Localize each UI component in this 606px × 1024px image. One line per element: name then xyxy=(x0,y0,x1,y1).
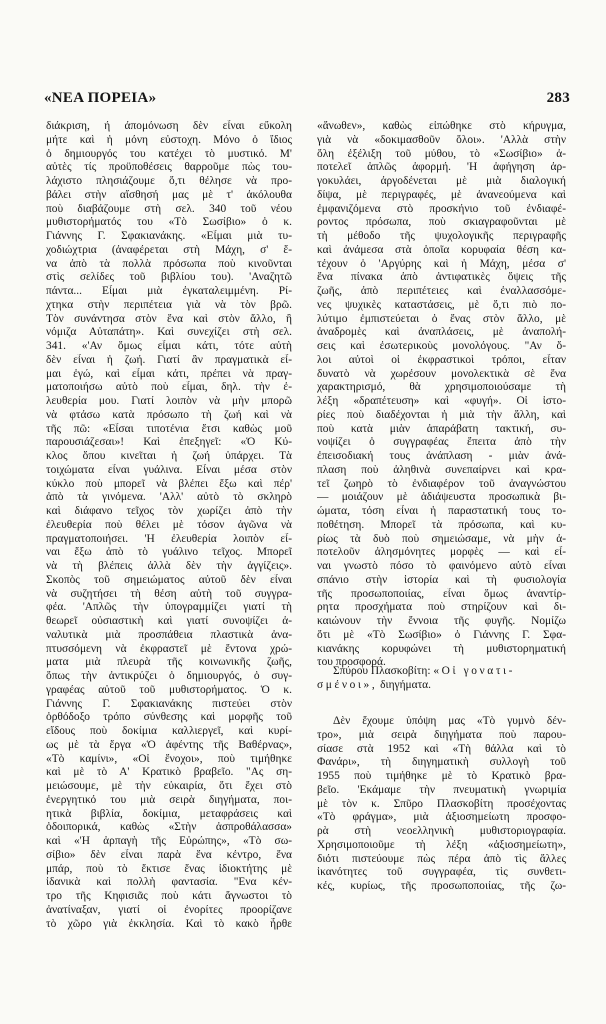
text-line: λέξη «δραπέτευση» καὶ «φυγή». Οἱ ἱστο- xyxy=(317,395,566,407)
text-line: μὲ τὸν κ. Σπῦρο Πλασκοβίτη προσέχοντας xyxy=(317,797,566,810)
text-line: ποθέτηση. Μπορεῖ τὰ πρόσωπα, καὶ κυ- xyxy=(317,518,566,531)
text-line: καὶ «'Η ἁρπαγὴ τῆς Εὐρώπης», «Τὸ σω- xyxy=(46,835,292,847)
text-line: δυνατὸ νὰ χωρέσουν μονολεκτικὰ σὲ ἕνα xyxy=(317,367,566,380)
text-line: — μοιάζουν μὲ ἀδιάψευστα προσωπικὰ βι- xyxy=(317,491,566,504)
text-line: τὴ μέθοδο τῆς ψυχολογικῆς περιγραφῆς xyxy=(317,230,566,242)
text-line: κές, κυρίως, τῆς προσωποποιίας, τῆς ζω- xyxy=(317,880,566,892)
text-line: μήτε καὶ ἡ μόνη εὐστοχη. Μόνο ὁ ἴδιος xyxy=(46,133,292,146)
text-line: εἴδους ποὺ δοκίμια καλλιεργεῖ, καὶ κυρί- xyxy=(46,725,292,737)
text-line: ώματα, τόση εἶναι ἡ παραστατική τους το- xyxy=(317,505,566,517)
text-line: ματοποιήσω αὐτὸ ποὺ εἶμαι, δηλ. τὴν ἐ- xyxy=(46,381,292,394)
text-line: γοκυλάει, ἀργοδένεται μὲ μιὰ διαλογική xyxy=(317,175,566,187)
text-line: τῆς πῶ: «Εἶσαι τιποτένια ἔτσι καθὼς μοῦ xyxy=(46,422,292,435)
text-line: ἰδανικὰ καὶ πολλὴ φαντασία. "Ενα κέν- xyxy=(46,876,292,889)
text-line: Γιάννης Γ. Σφακιανάκης πιστεύει στὸν xyxy=(46,697,292,710)
text-line: νὰ φτάσω κατὰ πρόσωπο τὴ ζωή καὶ νὰ xyxy=(46,408,292,421)
text-line: ἐλευθερία ποὺ θέλει μὲ τόσον ἀγῶνα νὰ xyxy=(46,518,292,531)
page-header xyxy=(44,90,570,107)
text-line: ρητα προσχήματα ποὺ στηρίζουν καὶ δι- xyxy=(317,601,566,614)
text-line: ὁδοιπορικά, καθὼς «Στὴν ἀσπροθάλασσα» xyxy=(46,821,292,834)
text-line: σίβιο» δὲν εἶναι παρὰ ἕνα κέντρο, ἕνα xyxy=(46,848,292,861)
text-line: χαρακτηρισμό, θὰ χρησιμοποιούσαμε τὴ xyxy=(317,381,566,394)
text-line: Γιάννης Γ. Σφακιανάκης. «Εἶμαι μιὰ τυ- xyxy=(46,230,292,242)
text-line: ναι ἔξω ἀπὸ τὸ γυάλινο τεῖχος. Μπορεῖ xyxy=(46,546,292,559)
text-line: τοιχώματα εἶναι γυάλινα. Εἶναι μέσα στὸν xyxy=(46,463,292,476)
text-line: ἐμφανιζόμενα στὸ προσκήνιο τοῦ ἐνδιαφέ- xyxy=(317,202,566,215)
left-column xyxy=(46,120,292,931)
text-line: λύτιμο ἐμπιστεύεται ὁ ἕνας στὸν ἄλλο, μὲ xyxy=(317,312,566,325)
right-column xyxy=(317,120,566,670)
text-line: τὸ χῶρο γιὰ ἐκκλησία. Καὶ τὸ κακὸ ἦρθε xyxy=(46,917,292,930)
text-line: ἐνεργητικό του μιὰ σειρὰ διηγήματα, ποι- xyxy=(46,793,292,806)
text-line: «ἄνωθεν», καθὼς εἰπώθηκε στὸ κήρυγμα, xyxy=(317,120,566,132)
text-line: πτυσσόμενη νὰ ἐκφραστεῖ μὲ ἔντονα χρώ- xyxy=(46,642,292,655)
text-line: ὅτι μὲ «Τὸ Σωσίβιο» ὁ Γιάννης Γ. Σφα- xyxy=(317,628,566,641)
text-line: αὐτὲς τίς προϋποθέσεις θαρροῦμε πὼς του- xyxy=(46,161,292,174)
text-line: ὁ δημιουργός του κατέχει τὸ μυστικό. Μ' xyxy=(46,147,292,160)
text-line: βάλει στὴν αἴσθησή μας μὲ τ' ἀκόλουθα xyxy=(46,188,292,201)
text-line: Σκοπὸς τοῦ σημειώματος αὐτοῦ δὲν εἶναι xyxy=(46,573,292,586)
text-line: γιὰ νὰ «δοκιμασθοῦν ὅλοι». 'Αλλὰ στὴν xyxy=(317,133,566,146)
text-line: καὶ ἀνάμεσα στὰ ὁποῖα κορυφαία θέση κα- xyxy=(317,243,566,256)
text-line: κλος ὅπου κινεῖται ἡ ζωή ὑπάρχει. Τὰ xyxy=(46,450,292,462)
review-column xyxy=(317,715,566,894)
text-line: φέα. 'Απλῶς τὴν ὑπογραμμίζει γιατί τὴ xyxy=(46,601,292,614)
text-line: νὰ τὴ βλέπεις ἀλλὰ δὲν τὴν ἀγγίζεις». xyxy=(46,560,292,572)
running-title: «ΝΕΑ ΠΟΡΕΙΑ» xyxy=(44,90,157,106)
text-line: του προσφορά. xyxy=(317,656,386,669)
text-line: ὀρθόδοξο τρόπο σύνθεσης καὶ μορφῆς τοῦ xyxy=(46,711,292,724)
text-line: μπάρ, ποὺ τὸ ἔκτισε ἕνας ἰδιοκτήτης μὲ xyxy=(46,862,292,875)
text-line: ρὰ στὴ νεοελληνικὴ μυθιστοριογραφία. xyxy=(317,825,566,837)
text-line: «Τὸ φράγμα», μιὰ ἀξιοσημείωτη προσφο- xyxy=(317,811,566,824)
text-line: ρίες ποὺ διαδέχονται ἡ μιὰ τὴν ἄλλη, καὶ xyxy=(317,408,566,421)
text-line: Χρησιμοποιοῦμε τὴ λέξη «ἀξιοσημείωτη», xyxy=(317,838,566,851)
text-line: πάντα... Εἶμαι μιὰ ἐγκαταλειμμένη. Ρί- xyxy=(46,285,292,297)
text-line: σπάνιο στὴν ἱστορία καὶ τὴ φυσιολογία xyxy=(317,573,566,586)
text-line: χτηκα στὴν περιπέτεια γιὰ νὰ τὸν βρῶ. xyxy=(46,298,292,311)
text-line: ναι γνωστὸ πόσο τὸ φαινόμενο αὐτὸ εἶναι xyxy=(317,560,566,572)
text-line: νὰ συζητήσει τὴ θέση αὐτὴ τοῦ συγγρα- xyxy=(46,587,292,600)
text-line: ποὺ κατὰ μιὰν ἀπαράβατη τακτική, συ- xyxy=(317,422,566,435)
text-line: νόμιζα Αὐταπάτη». Καὶ συνεχίζει στὴ σελ. xyxy=(46,326,292,339)
text-line: τέχουν ὁ 'Αργύρης καὶ ἡ Μάχη, μέσα σ' xyxy=(317,257,566,270)
text-line: ἐπεισοδιακή τους ἀνάπλαση - μιὰν ἀνά- xyxy=(317,450,566,462)
text-line: κύκλο ποὺ μπορεῖ νὰ βλέπει ἔξω καὶ πέρ' xyxy=(46,477,292,490)
text-line: λευθερία μου. Γιατί λοιπὸν νὰ μὴν μπορῶ xyxy=(46,395,292,407)
review-byline xyxy=(317,665,566,693)
text-line: να ἀπὸ τὰ πολλὰ πρόσωπα ποὺ κινοῦνται xyxy=(46,257,292,270)
text-line: μαι ἐγώ, καὶ εἶμαι κάτι, πρέπει νὰ πραγ- xyxy=(46,367,292,380)
text-line: 341. «'Αν ὅμως εἶμαι κάτι, τότε αὐτὴ xyxy=(46,340,292,352)
text-line: ματα μιὰ πλευρὰ τῆς κοινωνικῆς ζωῆς, xyxy=(46,656,292,669)
text-line: ἀπὸ τὰ γινόμενα. 'Αλλ' αὐτὸ τὸ σκληρὸ xyxy=(46,491,292,504)
text-line: στὶς σελίδες τοῦ βιβλίου του). 'Αναζητῶ xyxy=(46,271,292,284)
text-line: ὅπως τὴν ἀντικρύζει ὁ δημιουργός, ὁ συγ- xyxy=(46,670,292,682)
text-line: ἱκανότητες τοῦ συγγραφέα, τὶς συνθετι- xyxy=(317,866,566,879)
text-line: χοδιώχτρια (ἀναφέρεται στὴ Μάχη, σ' ἕ- xyxy=(46,243,292,256)
byline-title-1: «Οἱ γονατι- xyxy=(433,665,516,677)
text-line: σίασε στὰ 1952 καὶ «Τὴ θάλλα καὶ τὸ xyxy=(317,742,566,755)
text-line: πραγματοποιήσει. 'Η ἐλευθερία λοιπὸν εἶ- xyxy=(46,532,292,545)
text-line: Φανάρι», τὴ διηγηματικὴ συλλογὴ τοῦ xyxy=(317,756,566,769)
text-line: βεῖο. 'Εκάμαμε τὴν πνευματικὴ γνωριμία xyxy=(317,783,566,796)
text-line: τῆς προσωποποιίας, εἶναι ὅμως ἀναντίρ- xyxy=(317,587,566,600)
byline-title-2: σμένοι», xyxy=(317,678,378,691)
text-line: κιανάκης κορυφώνει τὴ μυθιστορηματική xyxy=(317,642,566,655)
text-line: διότι πιστεύουμε πὼς πέρα ἀπὸ τὶς ἄλλες xyxy=(317,852,566,865)
text-line: νες ψυχικὲς καταστάσεις, μὲ ὅ,τι πιὸ πο- xyxy=(317,298,566,311)
text-line: τρο τῆς Κηφισιᾶς ποὺ κάτι ἄγνωστοι τὸ xyxy=(46,890,292,902)
text-line: διάκριση, ή άπομόνωση δὲν εἶναι εὔκολη xyxy=(46,120,292,132)
byline-author: Σπύρου Πλασκοβίτη: xyxy=(333,665,431,677)
text-line: ροντος πρόσωπα, ποὺ σκιαγραφοῦνται μὲ xyxy=(317,216,566,229)
text-line: ποτελεῖ ἁπλῶς ἀφορμή. 'Η ἀφήγηση ἀρ- xyxy=(317,161,566,174)
text-line: νοψίζει ὁ συγγραφέας ἔπειτα ἀπὸ τὴν xyxy=(317,436,566,449)
text-line: σεις καὶ ἐσωτερικοὺς μονολόγους. "Αν ὅ- xyxy=(317,340,566,352)
text-line: ἕνα πίνακα ἀπὸ ἀντιφατικὲς ὄψεις τῆς xyxy=(317,271,566,284)
text-line: ζωῆς, ἀπὸ περιπέτειες καὶ ἐναλλασσόμε- xyxy=(317,285,566,297)
text-line: Δὲν ἔχουμε ὑπόψη μας «Τὸ γυμνὸ δέν- xyxy=(333,715,566,727)
text-line: μυθιστορήματός του «Τὸ Σωσίβιο» ὁ κ. xyxy=(46,216,292,229)
text-line: παρουσιάζεσαι»! Καὶ ἐπεξηγεῖ: «Ὁ Κύ- xyxy=(46,436,292,449)
text-line: ητικὰ βιβλία, δοκίμια, μεταφράσεις καὶ xyxy=(46,807,292,820)
text-line: θεωρεῖ οὐσιαστικὴ καὶ γιατί συνοψίζει ἀ- xyxy=(46,615,292,627)
text-line: τρο», μιὰ σειρὰ διηγήματα ποὺ παρου- xyxy=(317,728,566,741)
text-line: μειώσουμε, μὲ τὴν εὐκαιρία, ὅτι ἔχει στὸ xyxy=(46,780,292,792)
text-line: πλαση ποὺ ἀληθινὰ συνεπαίρνει καὶ κρα- xyxy=(317,463,566,476)
text-line: καιώνουν τὴν ἔννοια τῆς φυγῆς. Νομίζω xyxy=(317,615,566,627)
text-line: καὶ διάφανο τεῖχος τὸν χωρίζει ἀπὸ τὴν xyxy=(46,505,292,517)
text-line: ἀνατίναξαν, γιατί οἱ ἐνορίτες προορίζανε xyxy=(46,903,292,916)
text-line: δὲν εἶναι ἡ ζωή. Γιατί ἂν πραγματικὰ εἶ- xyxy=(46,353,292,366)
text-line: ρίως τὰ δυὸ ποὺ σημειώσαμε, νὰ μὴν ἀ- xyxy=(317,532,566,545)
text-line: ναλυτικὰ μιὰ προσπάθεια πλαστικὰ ἀνα- xyxy=(46,628,292,641)
text-line: Τὸν συνάντησα στὸν ἕνα καὶ στὸν ἄλλο, ἢ xyxy=(46,312,292,325)
text-line: ὅλη ἐξέλιξη τοῦ μύθου, τὸ «Σωσίβιο» ἀ- xyxy=(317,147,566,160)
text-line: ποτελοῦν ἀλησμόνητες μορφὲς — καὶ εἶ- xyxy=(317,546,566,559)
text-line: γραφέας αὐτοῦ τοῦ μυθιστορήματος. Ὁ κ. xyxy=(46,683,292,696)
text-line: δίψα, μὲ περιγραφές, μὲ ἀνανεούμενα καὶ xyxy=(317,188,566,201)
text-line: λοι αὐτοὶ οἱ ἐκφραστικοὶ τρόποι, εἶταν xyxy=(317,353,566,366)
byline-suffix: διηγήματα. xyxy=(380,678,432,691)
text-line: «Τὸ καμίνι», «Οἱ ἔνοχοι», ποὺ τιμήθηκε xyxy=(46,752,292,765)
text-line: ως μὲ τὰ ἔργα «Ὁ ἀφέντης τῆς Βαθέρνας», xyxy=(46,738,292,751)
page-number: 283 xyxy=(546,90,570,106)
text-line: καὶ μὲ τὸ Α' Κρατικὸ βραβεῖο. "Ας ση- xyxy=(46,766,292,779)
text-line: ἀναδρομὲς καὶ ἀναπλάσεις, μὲ ἀναπολή- xyxy=(317,326,566,339)
text-line: ποὺ διαβάζουμε στὴ σελ. 340 τοῦ νέου xyxy=(46,202,292,215)
text-line: 1955 ποὺ τιμήθηκε μὲ τὸ Κρατικὸ βρα- xyxy=(317,770,566,782)
text-line: λάχιστο πλησιάζουμε ὅ,τι θέλησε νὰ προ- xyxy=(46,175,292,187)
text-line: τεῖ ζωηρὸ τὸ ἐνδιαφέρον τοῦ ἀναγνώστου xyxy=(317,477,566,490)
